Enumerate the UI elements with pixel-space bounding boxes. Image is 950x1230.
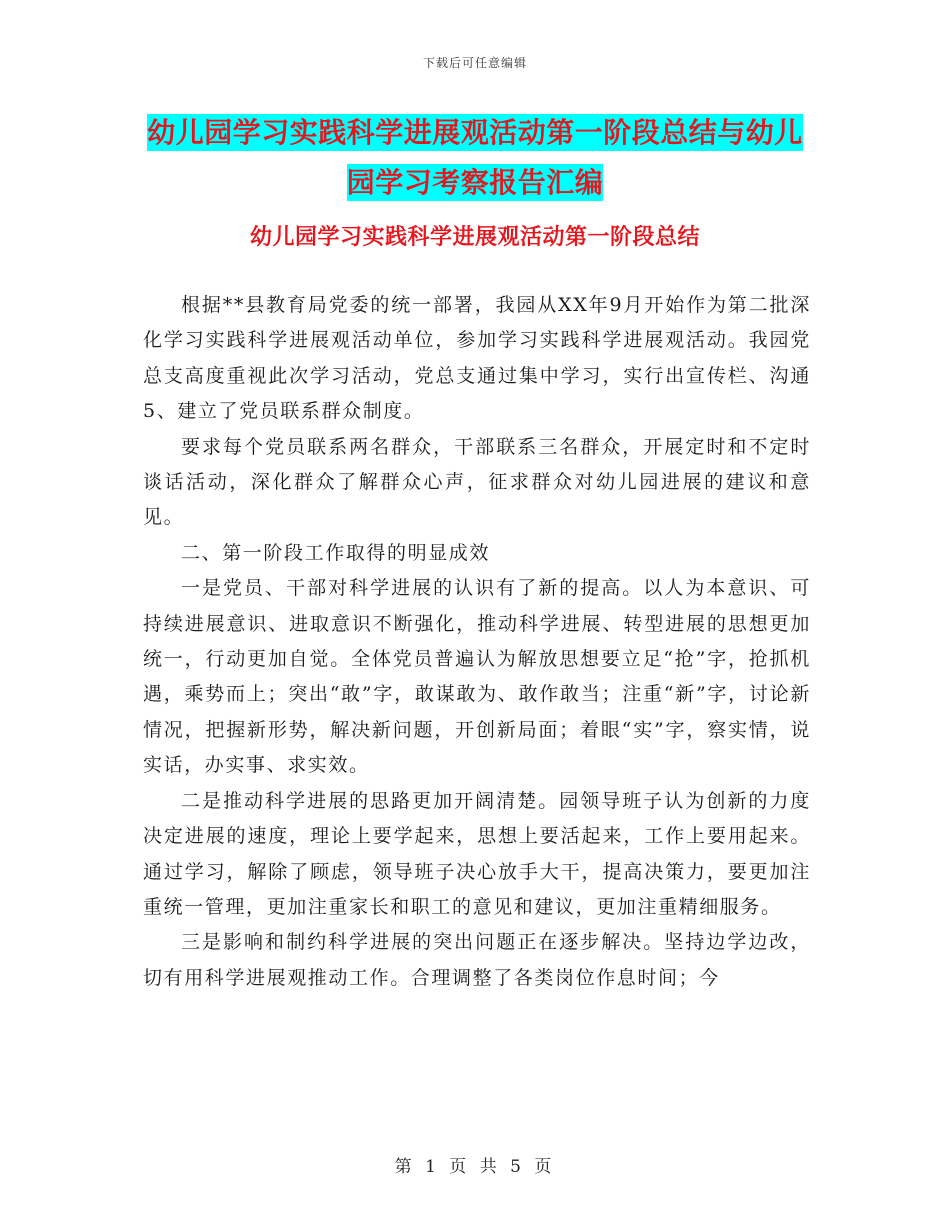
main-title (140, 108, 810, 208)
page-number-footer: 第 1 页 共 5 页 (394, 1157, 556, 1177)
section-title: 幼儿园学习实践科学进展观活动第一阶段总结 (249, 224, 700, 250)
paragraph: 三是影响和制约科学进展的突出问题正在逐步解决。坚持边学边改，切有用科学进展观推动工作。合理调整了各类岗位作息时间；今 (143, 931, 811, 989)
main-title-line1: 幼儿园学习实践科学进展观活动第一阶段总结与幼儿 (147, 116, 803, 149)
paragraph: 一是党员、干部对科学进展的认识有了新的提高。以人为本意识、可持续进展意识、进取意识不断强化，推动科学进展、转型进展的思想更加统一，行动更加自觉。全体党员普遍认为解放思想要立足“抢”字，抢抓机遇，乘势而上；突出“敢”字，敢谋敢为、敢作敢当；注重“新”字，讨论新情况，把握新形势，解决新问题，开创新局面；着眼“实”字，察实情，说实话，办实事、求实效。 (143, 577, 811, 777)
paragraph: 要求每个党员联系两名群众，干部联系三名群众，开展定时和不定时谈话活动，深化群众了解群众心声，征求群众对幼儿园进展的建议和意见。 (143, 435, 811, 529)
paragraph: 二是推动科学进展的思路更加开阔清楚。园领导班子认为创新的力度决定进展的速度，理论上要学起来，思想上要活起来，工作上要用起来。通过学习，解除了顾虑，领导班子决心放手大干，提高决策力，要更加注重统一管理，更加注重家长和职工的意见和建议，更加注重精细服务。 (143, 789, 811, 918)
paragraph-heading: 二、第一阶段工作取得的明显成效 (181, 541, 491, 564)
paragraph: 根据**县教育局党委的统一部署，我园从XX年9月开始作为第二批深化学习实践科学进展观活动单位，参加学习实践科学进展观活动。我园党总支高度重视此次学习活动，党总支通过集中学习，实行出宣传栏、沟通 5、建立了党员联系群众制度。 (143, 294, 811, 423)
main-title-line2: 园学习考察报告汇编 (346, 166, 604, 199)
header-note: 下载后可任意编辑 (422, 56, 527, 70)
body-text (143, 288, 811, 996)
